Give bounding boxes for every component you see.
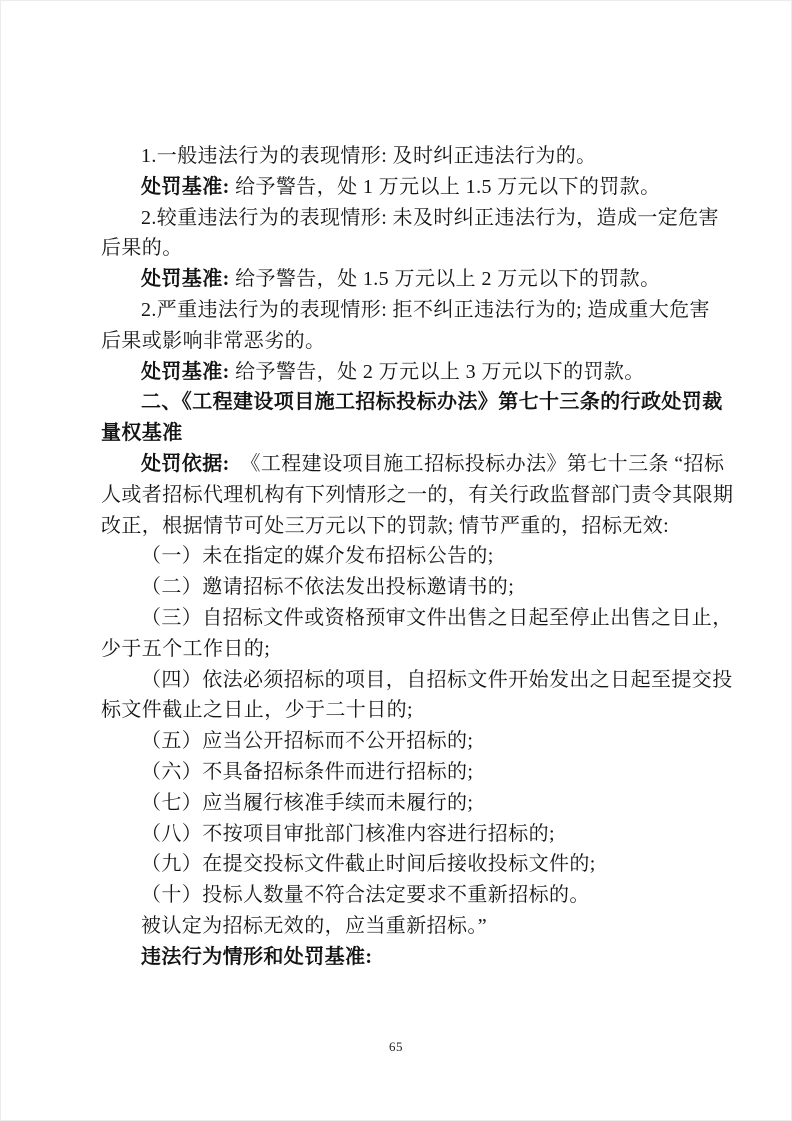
document-body — [101, 141, 734, 973]
text-line: 人或者招标代理机构有下列情形之一的，有关行政监督部门责令其限期 — [101, 483, 734, 506]
text-line: 改正，根据情节可处三万元以下的罚款; 情节严重的，招标无效: — [101, 514, 670, 537]
text-line: 标文件截止之日止，少于二十日的; — [101, 699, 413, 722]
text-line: （七）应当履行核准手续而未履行的; — [141, 791, 474, 814]
text-line: 二、《工程建设项目施工招标投标办法》第七十三条的行政处罚裁 — [141, 391, 723, 414]
text-line: 量权基准 — [101, 422, 183, 445]
text-line: （六）不具备招标条件而进行招标的; — [141, 760, 474, 783]
text-line: 违法行为情形和处罚基准: — [141, 945, 373, 968]
bold-label: 处罚基准: — [141, 268, 230, 291]
text-line: 处罚基准: 给予警告，处 1.5 万元以上 2 万元以下的罚款。 — [141, 268, 661, 291]
text-line: （二）邀请招标不依法发出投标邀请书的; — [141, 576, 515, 599]
bold-label: 处罚基准: — [141, 360, 230, 383]
text-line: （三）自招标文件或资格预审文件出售之日起至停止出售之日止， — [141, 606, 733, 629]
text-line: （十）投标人数量不符合法定要求不重新招标的。 — [141, 884, 590, 907]
text-line: 被认定为招标无效的，应当重新招标。” — [141, 914, 488, 937]
text-line: 处罚基准: 给予警告，处 2 万元以上 3 万元以下的罚款。 — [141, 360, 645, 383]
text-line: 1.一般违法行为的表现情形: 及时纠正违法行为的。 — [141, 145, 597, 167]
text-line: 2.较重违法行为的表现情形: 未及时纠正违法行为，造成一定危害 — [141, 206, 719, 229]
text-line: （九）在提交投标文件截止时间后接收投标文件的; — [141, 853, 596, 876]
text-line: 后果或影响非常恶劣的。 — [101, 329, 326, 352]
text-line: 处罚依据: 《工程建设项目施工招标投标办法》第七十三条 “招标 — [141, 452, 725, 475]
text-line: （一）未在指定的媒介发布招标公告的; — [141, 545, 494, 568]
text-line: 处罚基准: 给予警告，处 1 万元以上 1.5 万元以下的罚款。 — [141, 175, 661, 198]
text-line: （四）依法必须招标的项目，自招标文件开始发出之日起至提交投 — [141, 668, 733, 691]
text-line: 少于五个工作日的; — [101, 637, 271, 660]
text-line: 2.严重违法行为的表现情形: 拒不纠正违法行为的; 造成重大危害 — [141, 298, 710, 321]
bold-label: 处罚基准: — [141, 175, 230, 198]
page-number: 65 — [389, 1039, 403, 1054]
text-line: （八）不按项目审批部门核准内容进行招标的; — [141, 822, 555, 845]
bold-label: 处罚依据: — [141, 452, 230, 475]
text-line: 后果的。 — [101, 237, 183, 260]
text-line: （五）应当公开招标而不公开招标的; — [141, 730, 474, 753]
